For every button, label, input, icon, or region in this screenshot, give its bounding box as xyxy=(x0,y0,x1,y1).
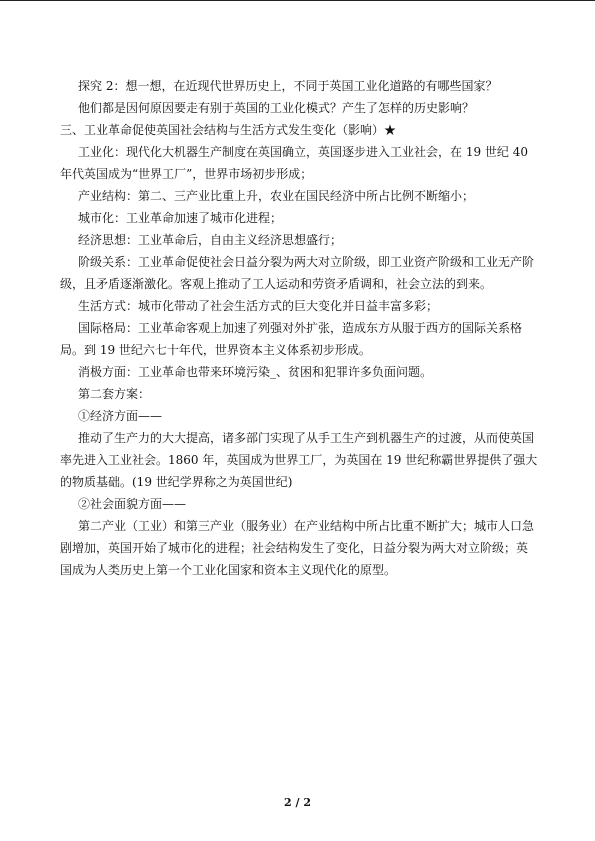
paragraph: 城市化：工业革命加速了城市化进程； xyxy=(78,211,283,225)
section-heading: 三、工业革命促使英国社会结构与生活方式发生变化（影响）★ xyxy=(60,123,397,137)
paragraph: 推动了生产力的大大提高，诸多部门实现了从手工生产到机器生产的过渡，从而使英国率先进入工业社会。1860 年，英国成为世界工厂，为英国在 19 世纪称霸世界提供了强大的物质基础。(19 世纪学界称之为英国世纪) xyxy=(60,431,538,489)
document-body xyxy=(60,75,538,581)
header-rule xyxy=(0,0,595,1)
paragraph: 探究 2：想一想，在近现代世界历史上，不同于英国工业化道路的有哪些国家？ xyxy=(78,79,498,93)
paragraph: 消极方面：工业革命也带来环境污染_、贫困和犯罪许多负面问题。 xyxy=(78,365,433,379)
paragraph: 第二产业（工业）和第三产业（服务业）在产业结构中所占比重不断扩大；城市人口急剧增加，英国开始了城市化的进程；社会结构发生了变化，日益分裂为两大对立阶级；英国成为人类历史上第一个工业化国家和资本主义现代化的原型。 xyxy=(60,519,535,577)
paragraph: 他们都是因何原因要走有别于英国的工业化模式？产生了怎样的历史影响？ xyxy=(78,101,475,115)
paragraph: 生活方式：城市化带动了社会生活方式的巨大变化并日益丰富多彩； xyxy=(78,299,439,313)
paragraph: 工业化：现代化大机器生产制度在英国确立，英国逐步进入工业社会，在 19 世纪 40 年代英国成为“世界工厂”，世界市场初步形成； xyxy=(60,145,528,181)
paragraph: 阶级关系：工业革命促使社会日益分裂为两大对立阶级，即工业资产阶级和工业无产阶级，且矛盾逐渐激化。客观上推动了工人运动和劳资矛盾调和，社会立法的到来。 xyxy=(60,255,535,291)
paragraph: ①经济方面—— xyxy=(78,409,163,423)
paragraph: 经济思想：工业革命后，自由主义经济思想盛行； xyxy=(78,233,343,247)
paragraph: 第二套方案： xyxy=(78,387,151,401)
paragraph: 产业结构：第二、三产业比重上升，农业在国民经济中所占比例不断缩小； xyxy=(78,189,475,203)
page-number: 2 / 2 xyxy=(284,796,311,809)
paragraph: 国际格局：工业革命客观上加速了列强对外扩张，造成东方从服于西方的国际关系格局。到 19 世纪六七十年代，世界资本主义体系初步形成。 xyxy=(60,321,523,357)
paragraph: ②社会面貌方面—— xyxy=(78,497,187,511)
